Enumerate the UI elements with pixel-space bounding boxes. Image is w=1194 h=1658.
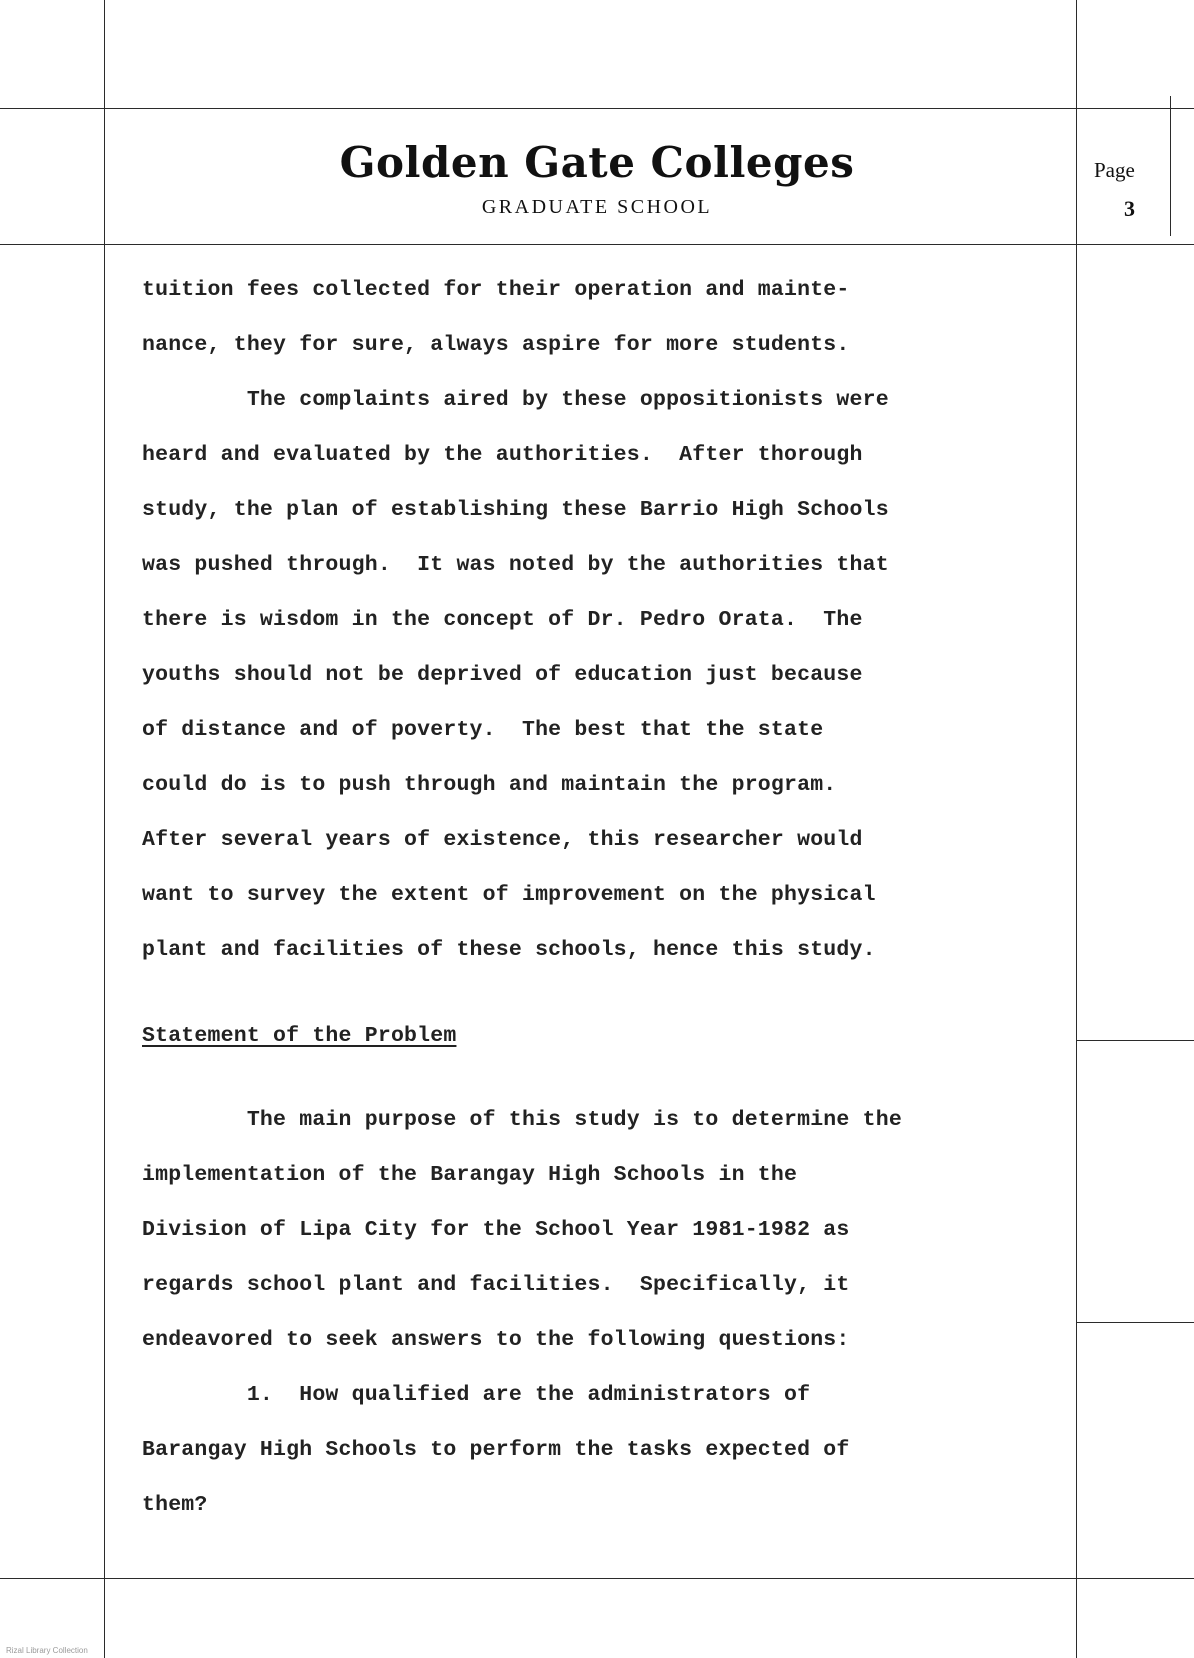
right-margin-rule (1076, 0, 1077, 1658)
right-margin-tick (1076, 1040, 1194, 1041)
body-line: youths should not be deprived of education just because (142, 663, 863, 687)
body-line: of distance and of poverty. The best that the state (142, 718, 824, 742)
body-line: tuition fees collected for their operation and mainte- (142, 278, 850, 302)
body-line: was pushed through. It was noted by the authorities that (142, 553, 889, 577)
scan-footer-note: Rizal Library Collection (6, 1646, 88, 1655)
body-line: study, the plan of establishing these Barrio High Schools (142, 498, 889, 522)
left-margin-rule (104, 0, 105, 1658)
problem-line: The main purpose of this study is to determine the (142, 1108, 902, 1132)
body-line: want to survey the extent of improvement on the physical (142, 883, 876, 907)
school-name: GRADUATE SCHOOL (481, 196, 713, 218)
problem-line: implementation of the Barangay High Schools in the (142, 1163, 798, 1187)
college-name: Golden Gate Colleges (339, 138, 855, 187)
body-line: After several years of existence, this researcher would (142, 828, 863, 852)
footer-rule (0, 1578, 1194, 1579)
problem-line: regards school plant and facilities. Specifically, it (142, 1273, 850, 1297)
body-line: there is wisdom in the concept of Dr. Pedro Orata. The (142, 608, 863, 632)
body-line: heard and evaluated by the authorities. After thorough (142, 443, 863, 467)
problem-line: them? (142, 1493, 208, 1517)
page-number: 3 (1124, 196, 1135, 221)
body-line: The complaints aired by these oppositionists were (142, 388, 889, 412)
problem-line: 1. How qualified are the administrators of (142, 1383, 811, 1407)
problem-line: Barangay High Schools to perform the tasks expected of (142, 1438, 850, 1462)
body-line: could do is to push through and maintain the program. (142, 773, 837, 797)
right-margin-tick (1076, 1322, 1194, 1323)
problem-line: Division of Lipa City for the School Year 1981-1982 as (142, 1218, 850, 1242)
header-bottom-rule (0, 244, 1194, 245)
header-top-rule (0, 108, 1194, 109)
body-line: plant and facilities of these schools, hence this study. (142, 938, 876, 962)
problem-line: endeavored to seek answers to the following questions: (142, 1328, 850, 1352)
body-line: nance, they for sure, always aspire for more students. (142, 333, 850, 357)
section-heading: Statement of the Problem (142, 1024, 457, 1048)
page-label: Page (1094, 158, 1135, 182)
